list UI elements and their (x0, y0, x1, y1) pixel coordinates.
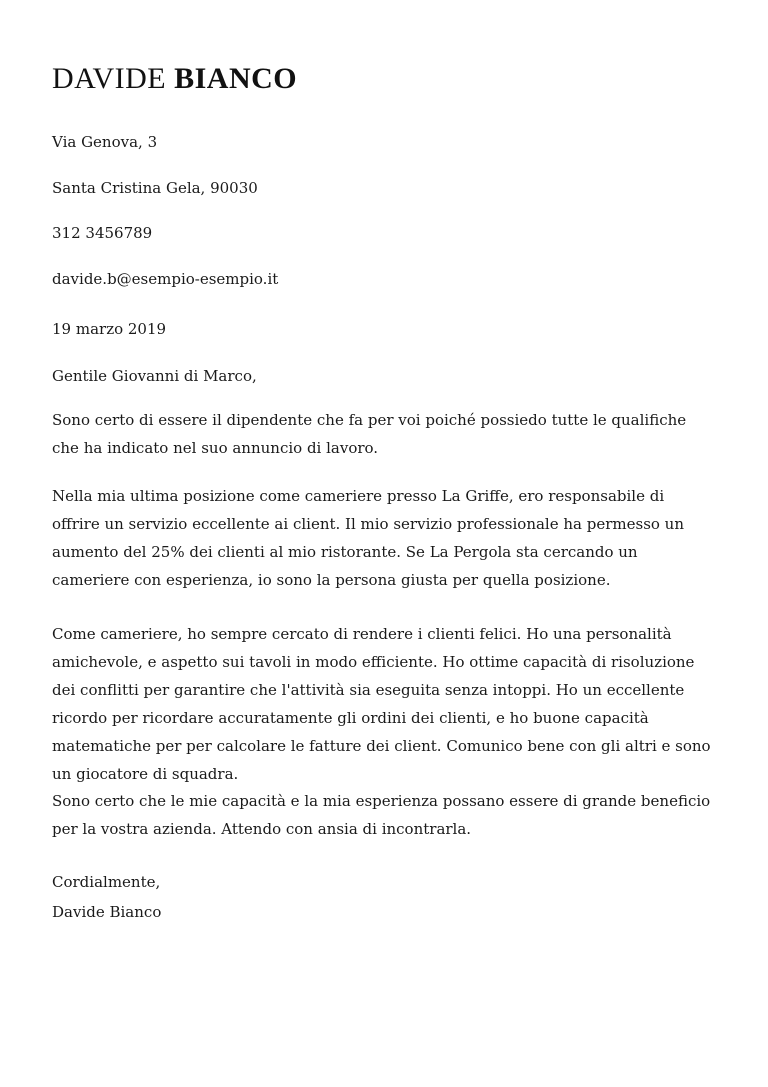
salutation: Gentile Giovanni di Marco, (52, 367, 257, 385)
phone-line: 312 3456789 (52, 224, 153, 242)
last-name: BIANCO (174, 62, 298, 95)
paragraph-3: Come cameriere, ho sempre cercato di rendere i clienti felici. Ho una personalità amichevole, e aspetto sui tavoli in modo efficiente. Ho ottime capacità di risoluzione dei conflitti per garantire che l'attività sia eseguita senza intoppi. Ho un eccellente ricordo per ricordare accuratamente gli ordini dei clienti, e ho buone capacità matematiche per per calcolare le fatture dei client. Comunico bene con gli altri e sono un giocatore di squadra. (52, 625, 711, 783)
paragraph-4: Sono certo che le mie capacità e la mia esperienza possano essere di grande beneficio per la vostra azienda. Attendo con ansia di incontrarla. (52, 792, 711, 838)
paragraph-1: Sono certo di essere il dipendente che fa per voi poiché possiedo tutte le qualifiche che ha indicato nel suo annuncio di lavoro. (52, 411, 687, 457)
email-line: davide.b@esempio-esempio.it (52, 270, 279, 288)
letter-date: 19 marzo 2019 (52, 320, 167, 338)
closing: Cordialmente, (52, 873, 161, 891)
address-line: Via Genova, 3 (52, 133, 158, 151)
paragraph-2: Nella mia ultima posizione come cameriere presso La Griffe, ero responsabile di offrire un servizio eccellente ai client. Il mio servizio professionale ha permesso un aumento del 25% dei clienti al mio ristorante. Se La Pergola sta cercando un cameriere con esperienza, io sono la persona giusta per quella posizione. (52, 487, 685, 589)
signature-name: Davide Bianco (52, 903, 162, 921)
city-line: Santa Cristina Gela, 90030 (52, 179, 258, 197)
first-name: DAVIDE (52, 62, 167, 95)
applicant-name (52, 62, 297, 96)
